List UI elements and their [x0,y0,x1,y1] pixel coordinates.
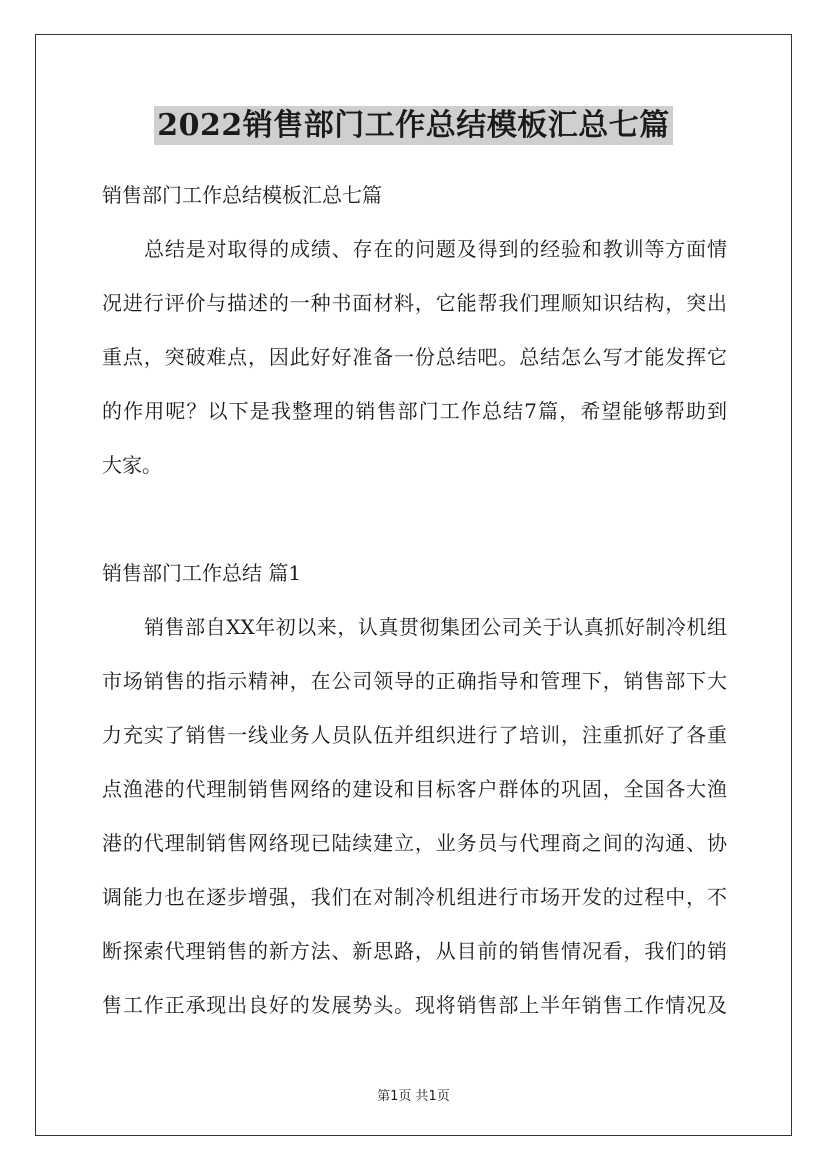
intro-line: 总结是对取得的成绩、存在的问题及得到的经验和教训等方面情 [144,237,727,261]
body-line: 点渔港的代理制销售网络的建设和目标客户群体的巩固，全国各大渔 [102,777,727,801]
body-line: 市场销售的指示精神，在公司领导的正确指导和管理下，销售部下大 [102,669,727,693]
body-line: 断探索代理销售的新方法、新思路，从目前的销售情况看，我们的销 [102,939,727,963]
body-line: 港的代理制销售网络现已陆续建立，业务员与代理商之间的沟通、协 [102,831,727,855]
intro-line: 大家。 [102,453,162,477]
page-footer: 第1页 共1页 [377,1089,450,1104]
body-line: 调能力也在逐步增强，我们在对制冷机组进行市场开发的过程中，不 [102,885,727,909]
document-subtitle: 销售部门工作总结模板汇总七篇 [102,183,382,207]
document-title [0,100,827,144]
body-line: 力充实了销售一线业务人员队伍并组织进行了培训，注重抓好了各重 [102,723,727,747]
intro-line: 况进行评价与描述的一种书面材料，它能帮我们理顺知识结构，突出 [102,291,727,315]
body-line: 销售部自XX年初以来，认真贯彻集团公司关于认真抓好制冷机组 [144,615,727,639]
document-title-text: 2022销售部门工作总结模板汇总七篇 [154,106,673,145]
intro-line: 重点，突破难点，因此好好准备一份总结吧。总结怎么写才能发挥它 [102,345,727,369]
section-heading: 销售部门工作总结 篇1 [102,561,302,585]
body-line: 售工作正承现出良好的发展势头。现将销售部上半年销售工作情况及 [102,993,727,1017]
intro-line: 的作用呢？以下是我整理的销售部门工作总结7篇，希望能够帮助到 [102,399,727,423]
